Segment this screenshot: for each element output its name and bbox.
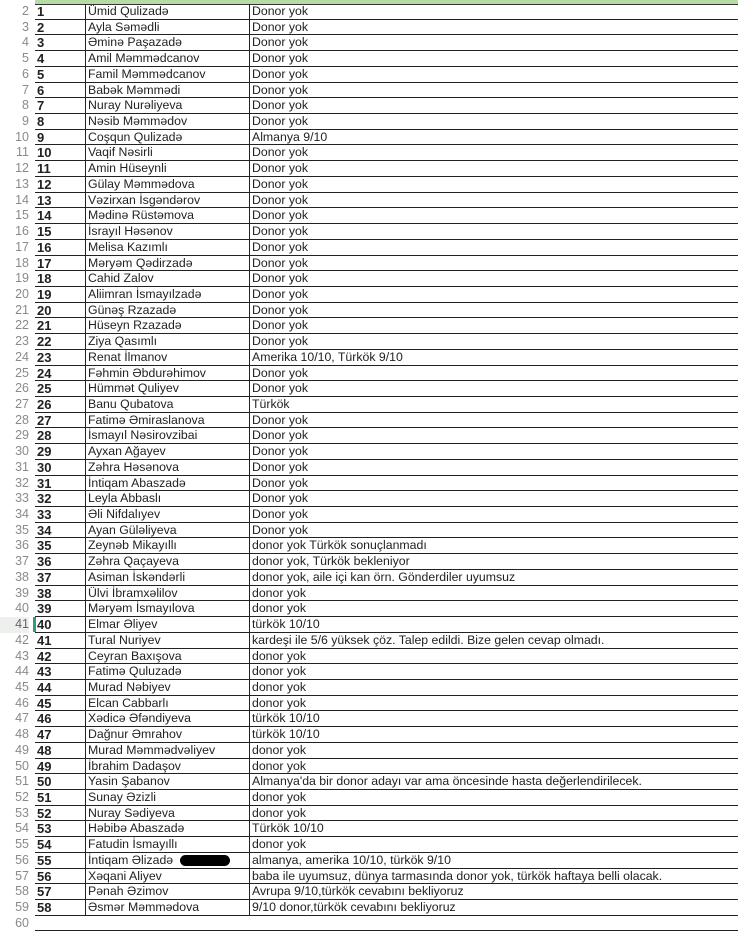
cell-name[interactable]: İntiqam Əlizadə	[86, 853, 250, 869]
cell-status[interactable]: Donor yok	[250, 20, 738, 36]
table-row	[0, 507, 738, 523]
cell-status[interactable]: donor yok, Türkök bekleniyor	[250, 554, 738, 570]
row-number[interactable]: 48	[15, 727, 29, 742]
cell-number[interactable]: 7	[35, 98, 86, 114]
cell-status[interactable]: Donor yok	[250, 287, 738, 303]
table-row	[0, 523, 738, 539]
cell-status[interactable]: Donor yok	[250, 145, 738, 161]
table-row	[0, 869, 738, 885]
row-number[interactable]: 42	[15, 632, 29, 647]
cell-status[interactable]: almanya, amerika 10/10, türkök 9/10	[250, 853, 738, 869]
cell-status[interactable]: donor yok	[250, 601, 738, 617]
cell-status[interactable]: donor yok	[250, 759, 738, 775]
cell-status[interactable]: donor yok	[250, 664, 738, 680]
cell-status[interactable]: Donor yok	[250, 177, 738, 193]
row-number[interactable]: 26	[15, 381, 29, 396]
row-number[interactable]: 25	[15, 365, 29, 380]
cell-number[interactable]: 30	[35, 460, 86, 476]
row-number[interactable]: 14	[15, 192, 29, 207]
row-number[interactable]: 32	[15, 475, 29, 490]
table-row	[0, 318, 738, 334]
row-number[interactable]: 43	[15, 648, 29, 663]
cell-status[interactable]: Donor yok	[250, 523, 738, 539]
table-row	[0, 570, 738, 586]
cell-number[interactable]: 46	[35, 711, 86, 727]
cell-number[interactable]: 11	[35, 161, 86, 177]
row-number[interactable]: 5	[22, 51, 29, 66]
row-number[interactable]: 44	[15, 664, 29, 679]
table-row	[0, 444, 738, 460]
cell-status[interactable]: Donor yok	[250, 318, 738, 334]
cell-status[interactable]: 9/10 donor,türkök cevabını bekliyoruz	[250, 900, 738, 916]
cell-name[interactable]: Murad Nəbiyev	[86, 680, 250, 696]
row-number[interactable]: 6	[22, 66, 29, 81]
cell-name[interactable]: Xədicə Əfəndiyeva	[86, 711, 250, 727]
cell-name[interactable]: Ülvi İbramxəlilov	[86, 586, 250, 602]
cell-status[interactable]: donor yok	[250, 837, 738, 853]
cell-status[interactable]: Amerika 10/10, Türkök 9/10	[250, 350, 738, 366]
cell-name[interactable]: Fatimə Əmiraslanova	[86, 413, 250, 429]
cell-name[interactable]: Vaqif Nəsirli	[86, 145, 250, 161]
cell-name[interactable]: Ceyran Baxışova	[86, 649, 250, 665]
table-row	[0, 586, 738, 602]
cell-name[interactable]: İsmayıl Nəsirovzibai	[86, 428, 250, 444]
row-number[interactable]: 49	[15, 742, 29, 757]
row-number[interactable]: 46	[15, 695, 29, 710]
cell-status[interactable]: donor yok Türkök sonuçlanmadı	[250, 538, 738, 554]
cell-name[interactable]: İsrayıl Həsənov	[86, 224, 250, 240]
cell-name[interactable]: Ziya Qasımlı	[86, 334, 250, 350]
table-row	[0, 806, 738, 822]
table-row	[0, 240, 738, 256]
cell-number[interactable]: 21	[35, 318, 86, 334]
row-number[interactable]: 19	[15, 271, 29, 286]
cell-number[interactable]: 53	[35, 821, 86, 837]
cell-name[interactable]: Ümid Qulizadə	[86, 4, 250, 20]
cell-number[interactable]: 29	[35, 444, 86, 460]
cell-status[interactable]: türkök 10/10	[250, 617, 738, 633]
table-row	[0, 381, 738, 397]
cell-status[interactable]: kardeşi ile 5/6 yüksek çöz. Talep edildi. Bize gelen cevap olmadı.	[250, 633, 738, 649]
row-number[interactable]: 41	[0, 617, 29, 633]
table-row	[0, 601, 738, 617]
cell-number[interactable]: 2	[35, 20, 86, 36]
row-number[interactable]: 45	[15, 679, 29, 694]
cell-number[interactable]: 27	[35, 413, 86, 429]
cell-name[interactable]	[86, 916, 250, 931]
row-number[interactable]: 8	[22, 98, 29, 113]
cell-number[interactable]: 41	[35, 633, 86, 649]
row-number[interactable]: 11	[16, 145, 29, 160]
cell-status[interactable]: Donor yok	[250, 51, 738, 67]
cell-number[interactable]: 17	[35, 256, 86, 272]
cell-name[interactable]: Murad Məmmədvəliyev	[86, 743, 250, 759]
cell-number[interactable]: 13	[35, 193, 86, 209]
cell-number[interactable]: 57	[35, 884, 86, 900]
row-number[interactable]: 20	[15, 286, 29, 301]
cell-name[interactable]: Ayla Səmədli	[86, 20, 250, 36]
cell-name[interactable]: İntiqam Abaszadə	[86, 476, 250, 492]
cell-number[interactable]: 54	[35, 837, 86, 853]
cell-name[interactable]: Amin Hüseynli	[86, 161, 250, 177]
cell-status[interactable]: Donor yok	[250, 491, 738, 507]
table-row	[0, 727, 738, 743]
cell-number[interactable]: 18	[35, 271, 86, 287]
cell-name[interactable]: Əminə Paşazadə	[86, 35, 250, 51]
cell-number[interactable]: 50	[35, 774, 86, 790]
row-number[interactable]: 2	[22, 4, 29, 18]
table-row	[0, 680, 738, 696]
table-row	[0, 617, 738, 633]
table-row	[0, 4, 738, 20]
cell-name[interactable]: Məryəm Qədirzadə	[86, 256, 250, 272]
cell-number[interactable]: 45	[35, 696, 86, 712]
cell-status[interactable]: Türkök	[250, 397, 738, 413]
cell-status[interactable]: donor yok	[250, 790, 738, 806]
table-row	[0, 476, 738, 492]
table-row	[0, 67, 738, 83]
cell-name[interactable]: Məryəm İsmayılova	[86, 601, 250, 617]
cell-status[interactable]: Donor yok	[250, 256, 738, 272]
cell-number[interactable]: 10	[35, 145, 86, 161]
table-row	[0, 916, 738, 931]
table-row	[0, 837, 738, 853]
row-number[interactable]: 51	[15, 774, 29, 789]
cell-number[interactable]: 20	[35, 303, 86, 319]
cell-status[interactable]: Donor yok	[250, 193, 738, 209]
cell-number[interactable]: 48	[35, 743, 86, 759]
table-row	[0, 303, 738, 319]
cell-status[interactable]: Donor yok	[250, 428, 738, 444]
row-number[interactable]: 47	[15, 711, 29, 726]
cell-number[interactable]: 24	[35, 366, 86, 382]
cell-name[interactable]: Pənah Əzimov	[86, 884, 250, 900]
row-number[interactable]: 57	[15, 868, 29, 883]
table-row	[0, 649, 738, 665]
cell-status[interactable]: donor yok	[250, 806, 738, 822]
row-number[interactable]: 58	[15, 884, 29, 899]
cell-name[interactable]: Banu Qubatova	[86, 397, 250, 413]
cell-name[interactable]: Fatimə Quluzadə	[86, 664, 250, 680]
row-number[interactable]: 40	[15, 601, 29, 616]
row-number[interactable]: 9	[22, 114, 29, 129]
row-number[interactable]: 17	[15, 239, 29, 254]
table-row	[0, 743, 738, 759]
cell-status[interactable]: Donor yok	[250, 271, 738, 287]
row-number[interactable]: 27	[15, 397, 29, 411]
cell-name[interactable]: Amil Məmmədcanov	[86, 51, 250, 67]
cell-status[interactable]: Donor yok	[250, 35, 738, 51]
table-row	[0, 177, 738, 193]
row-number[interactable]: 16	[15, 224, 29, 239]
cell-name[interactable]: Mədinə Rüstəmova	[86, 208, 250, 224]
row-number[interactable]: 13	[15, 176, 29, 191]
table-row	[0, 20, 738, 36]
cell-number[interactable]: 8	[35, 114, 86, 130]
cell-number[interactable]: 42	[35, 649, 86, 665]
table-row	[0, 271, 738, 287]
cell-name[interactable]: Elcan Cabbarlı	[86, 696, 250, 712]
cell-number[interactable]: 39	[35, 601, 86, 617]
cell-status[interactable]: baba ile uyumsuz, dünya tarmasında donor yok, türkök haftaya belli olacak.	[250, 869, 738, 885]
cell-number[interactable]: 16	[35, 240, 86, 256]
cell-status[interactable]: Avrupa 9/10,türkök cevabını bekliyoruz	[250, 884, 738, 900]
cell-status[interactable]: Donor yok	[250, 208, 738, 224]
cell-number[interactable]: 14	[35, 208, 86, 224]
row-number[interactable]: 7	[22, 82, 29, 97]
table-row	[0, 51, 738, 67]
cell-number[interactable]: 31	[35, 476, 86, 492]
cell-status[interactable]: Donor yok	[250, 98, 738, 114]
table-row	[0, 774, 738, 790]
table-row	[0, 366, 738, 382]
cell-number[interactable]: 44	[35, 680, 86, 696]
cell-number[interactable]: 32	[35, 491, 86, 507]
cell-status[interactable]: Almanya 9/10	[250, 130, 738, 146]
cell-name[interactable]: Nuray Sədiyeva	[86, 806, 250, 822]
cell-name[interactable]: Günəş Rzazadə	[86, 303, 250, 319]
cell-number[interactable]: 22	[35, 334, 86, 350]
cell-status[interactable]: Donor yok	[250, 381, 738, 397]
cell-status[interactable]: Donor yok	[250, 83, 738, 99]
row-number[interactable]: 15	[15, 208, 29, 223]
cell-number[interactable]: 36	[35, 554, 86, 570]
cell-number[interactable]: 47	[35, 727, 86, 743]
row-number[interactable]: 22	[15, 318, 29, 333]
row-number[interactable]: 54	[15, 821, 29, 836]
cell-name[interactable]: Ayxan Ağayev	[86, 444, 250, 460]
table-row	[0, 145, 738, 161]
cell-status[interactable]: Donor yok	[250, 303, 738, 319]
cell-name[interactable]: Dağnur Əmrahov	[86, 727, 250, 743]
row-number[interactable]: 4	[22, 35, 29, 50]
cell-status[interactable]: donor yok	[250, 743, 738, 759]
cell-number[interactable]: 12	[35, 177, 86, 193]
table-row	[0, 633, 738, 649]
row-number[interactable]: 29	[15, 428, 29, 443]
table-row	[0, 98, 738, 114]
row-number[interactable]: 33	[15, 491, 29, 506]
cell-name[interactable]: Ayan Güləliyeva	[86, 523, 250, 539]
row-number[interactable]: 18	[15, 255, 29, 270]
cell-status[interactable]: Donor yok	[250, 114, 738, 130]
table-row	[0, 711, 738, 727]
cell-number[interactable]: 55	[35, 853, 86, 869]
cell-name[interactable]: Hüseyn Rzazadə	[86, 318, 250, 334]
redaction-mark	[180, 855, 230, 866]
cell-name[interactable]: Gülay Məmmədova	[86, 177, 250, 193]
cell-status[interactable]: Donor yok	[250, 366, 738, 382]
cell-number[interactable]: 6	[35, 83, 86, 99]
cell-name[interactable]: Asiman İskəndərli	[86, 570, 250, 586]
cell-status[interactable]: Almanya'da bir donor adayı var ama öncesinde hasta değerlendirilecek.	[250, 774, 738, 790]
row-number[interactable]: 3	[22, 19, 29, 34]
cell-number[interactable]: 49	[35, 759, 86, 775]
cell-number[interactable]: 35	[35, 538, 86, 554]
cell-number[interactable]: 52	[35, 806, 86, 822]
cell-name[interactable]: Tural Nuriyev	[86, 633, 250, 649]
cell-name[interactable]: Sunay Əzizli	[86, 790, 250, 806]
cell-status[interactable]: Donor yok	[250, 240, 738, 256]
row-number[interactable]: 39	[15, 585, 29, 600]
row-number[interactable]: 50	[15, 758, 29, 773]
cell-number[interactable]: 25	[35, 381, 86, 397]
row-number[interactable]: 31	[15, 459, 29, 474]
cell-name[interactable]: Melisa Kazımlı	[86, 240, 250, 256]
cell-name[interactable]: Famil Məmmədcanov	[86, 67, 250, 83]
cell-status[interactable]: Donor yok	[250, 161, 738, 177]
cell-name[interactable]: Fəhmin Əbdurəhimov	[86, 366, 250, 382]
table-row	[0, 759, 738, 775]
row-number[interactable]: 24	[15, 349, 29, 364]
cell-name[interactable]: Aliimran İsmayılzadə	[86, 287, 250, 303]
table-row	[0, 491, 738, 507]
cell-status[interactable]: Donor yok	[250, 67, 738, 83]
table-row	[0, 193, 738, 209]
cell-number[interactable]: 43	[35, 664, 86, 680]
cell-status[interactable]: türkök 10/10	[250, 711, 738, 727]
cell-number[interactable]: 58	[35, 900, 86, 916]
cell-status[interactable]: donor yok	[250, 680, 738, 696]
cell-number[interactable]: 33	[35, 507, 86, 523]
cell-name[interactable]: Babək Məmmədi	[86, 83, 250, 99]
cell-name[interactable]: Nəsib Məmmədov	[86, 114, 250, 130]
table-row	[0, 350, 738, 366]
table-row	[0, 256, 738, 272]
cell-name[interactable]: Zəhra Qaçayeva	[86, 554, 250, 570]
table-row	[0, 821, 738, 837]
table-row	[0, 397, 738, 413]
table-row	[0, 853, 738, 869]
cell-name[interactable]: Zəhra Həsənova	[86, 460, 250, 476]
cell-name[interactable]: Cahid Zalov	[86, 271, 250, 287]
row-number[interactable]: 10	[15, 129, 29, 144]
cell-name[interactable]: Həbibə Abaszadə	[86, 821, 250, 837]
cell-status[interactable]: Türkök 10/10	[250, 821, 738, 837]
cell-number[interactable]: 26	[35, 397, 86, 413]
cell-number[interactable]: 3	[35, 35, 86, 51]
cell-number[interactable]: 56	[35, 869, 86, 885]
table-row	[0, 664, 738, 680]
row-number[interactable]: 53	[15, 805, 29, 820]
table-row	[0, 790, 738, 806]
cell-number[interactable]: 28	[35, 428, 86, 444]
cell-status[interactable]: Donor yok	[250, 334, 738, 350]
cell-number[interactable]: 51	[35, 790, 86, 806]
cell-status[interactable]: donor yok	[250, 696, 738, 712]
row-number[interactable]: 12	[15, 161, 29, 176]
cell-number[interactable]: 23	[35, 350, 86, 366]
cell-number[interactable]: 19	[35, 287, 86, 303]
row-number[interactable]: 59	[15, 900, 29, 915]
row-number[interactable]: 23	[15, 334, 29, 349]
table-row	[0, 208, 738, 224]
table-row	[0, 554, 738, 570]
table-row	[0, 287, 738, 303]
table-row	[0, 900, 738, 916]
cell-name[interactable]: Coşqun Qulizadə	[86, 130, 250, 146]
table-row	[0, 83, 738, 99]
cell-name[interactable]: Hümmət Quliyev	[86, 381, 250, 397]
cell-status[interactable]: donor yok	[250, 649, 738, 665]
table-row	[0, 696, 738, 712]
table-row	[0, 884, 738, 900]
row-number[interactable]: 37	[15, 554, 29, 569]
cell-name[interactable]: Fatudin İsmayıllı	[86, 837, 250, 853]
cell-number[interactable]: 34	[35, 523, 86, 539]
cell-name[interactable]: Yasin Şabanov	[86, 774, 250, 790]
table-row	[0, 334, 738, 350]
cell-name[interactable]: Vəzirxan İsgəndərov	[86, 193, 250, 209]
cell-name[interactable]: Nuray Nurəliyeva	[86, 98, 250, 114]
cell-number[interactable]: 4	[35, 51, 86, 67]
table-row	[0, 413, 738, 429]
cell-status[interactable]: Donor yok	[250, 460, 738, 476]
cell-status[interactable]: Donor yok	[250, 4, 738, 20]
cell-name[interactable]: Zeynəb Mikayıllı	[86, 538, 250, 554]
cell-number[interactable]	[35, 916, 86, 931]
cell-status[interactable]: donor yok	[250, 586, 738, 602]
row-number[interactable]: 35	[15, 522, 29, 537]
cell-status[interactable]: Donor yok	[250, 224, 738, 240]
cell-status[interactable]: Donor yok	[250, 476, 738, 492]
cell-status[interactable]: Donor yok	[250, 413, 738, 429]
row-number[interactable]: 56	[15, 852, 29, 867]
cell-number[interactable]: 9	[35, 130, 86, 146]
row-number[interactable]: 52	[15, 790, 29, 804]
cell-status[interactable]	[250, 916, 738, 931]
table-row	[0, 428, 738, 444]
row-number[interactable]: 30	[15, 444, 29, 459]
cell-name[interactable]: Renat İlmanov	[86, 350, 250, 366]
table-row	[0, 538, 738, 554]
cell-number[interactable]: 1	[35, 4, 86, 20]
cell-status[interactable]: Donor yok	[250, 444, 738, 460]
cell-name[interactable]: İbrahim Dadaşov	[86, 759, 250, 775]
table-row	[0, 35, 738, 51]
row-number[interactable]: 60	[15, 915, 29, 930]
cell-name[interactable]: Leyla Abbaslı	[86, 491, 250, 507]
row-number[interactable]: 28	[15, 412, 29, 427]
cell-number[interactable]: 15	[35, 224, 86, 240]
cell-name[interactable]: Əsmər Məmmədova	[86, 900, 250, 916]
cell-name[interactable]: Elmar Əliyev	[86, 617, 250, 633]
table-row	[0, 460, 738, 476]
row-number[interactable]: 34	[15, 507, 29, 522]
row-number[interactable]: 38	[15, 569, 29, 584]
cell-status[interactable]: Donor yok	[250, 507, 738, 523]
table-row	[0, 161, 738, 177]
row-number[interactable]: 55	[15, 837, 29, 852]
row-number[interactable]: 21	[15, 302, 29, 317]
table-row	[0, 130, 738, 146]
cell-number[interactable]: 40	[35, 617, 86, 633]
cell-number[interactable]: 5	[35, 67, 86, 83]
cell-number[interactable]: 37	[35, 570, 86, 586]
row-number[interactable]: 36	[15, 538, 29, 553]
table-row	[0, 224, 738, 240]
cell-name[interactable]: Xəqani Aliyev	[86, 869, 250, 885]
table-row	[0, 114, 738, 130]
cell-number[interactable]: 38	[35, 586, 86, 602]
cell-name[interactable]: Əli Nifdalıyev	[86, 507, 250, 523]
cell-status[interactable]: donor yok, aile içi kan örn. Gönderdiler uyumsuz	[250, 570, 738, 586]
cell-status[interactable]: türkök 10/10	[250, 727, 738, 743]
